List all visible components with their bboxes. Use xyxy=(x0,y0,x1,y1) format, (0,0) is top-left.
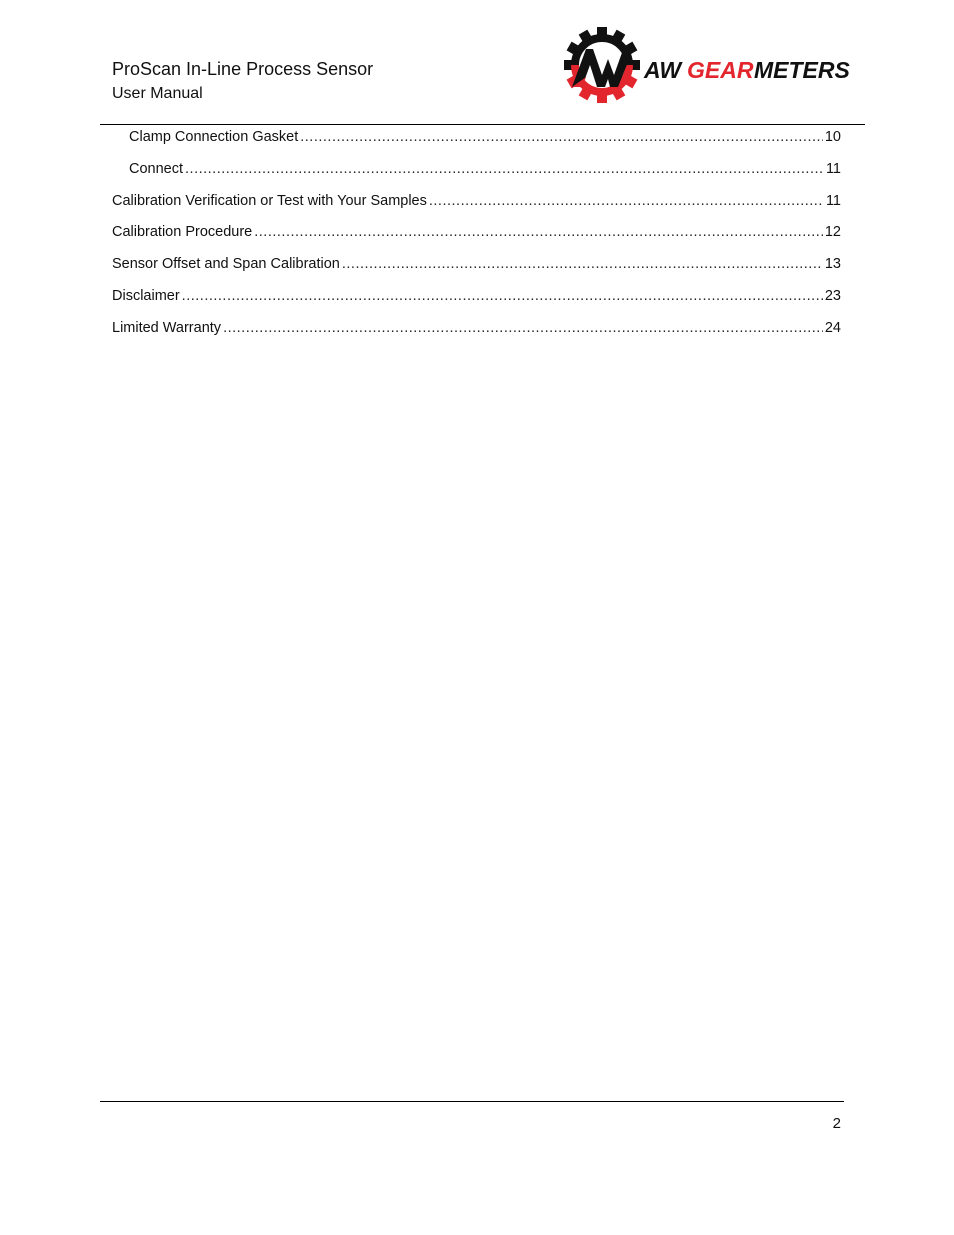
logo-text-gear: GEAR xyxy=(687,57,754,83)
aw-gear-logo-icon xyxy=(560,25,850,105)
toc-dot-leader xyxy=(182,286,823,306)
toc-entry-title: Disclaimer xyxy=(112,287,180,304)
footer-divider xyxy=(100,1101,844,1102)
toc-entry-page: 10 xyxy=(824,129,841,145)
toc-dot-leader xyxy=(429,191,824,211)
toc-dot-leader xyxy=(254,222,823,242)
document-subtitle: User Manual xyxy=(112,85,203,102)
table-of-contents xyxy=(112,126,841,349)
document-title: ProScan In-Line Process Sensor xyxy=(112,59,374,79)
toc-entry-title: Sensor Offset and Span Calibration xyxy=(112,256,340,273)
toc-entry-page: 23 xyxy=(824,287,841,304)
toc-entry-page: 13 xyxy=(824,256,841,273)
toc-dot-leader xyxy=(185,159,824,179)
header-divider xyxy=(100,124,865,125)
toc-dot-leader xyxy=(223,318,823,338)
toc-dot-leader xyxy=(342,254,823,274)
logo-text-aw: AW xyxy=(644,57,682,83)
toc-entry-title: Connect xyxy=(129,160,184,177)
toc-dot-leader xyxy=(300,127,823,147)
toc-entry-limited-warranty[interactable] xyxy=(112,317,841,349)
toc-entry-calibration-verification[interactable] xyxy=(112,190,841,222)
toc-entry-sensor-offset-span[interactable] xyxy=(112,253,841,285)
toc-entry-clamp-connection-gasket[interactable] xyxy=(112,126,841,158)
toc-entry-connect[interactable] xyxy=(112,158,841,190)
toc-entry-disclaimer[interactable] xyxy=(112,285,841,317)
toc-entry-calibration-procedure[interactable] xyxy=(112,221,841,253)
toc-entry-title: Calibration Procedure xyxy=(112,224,253,241)
toc-entry-page: 11 xyxy=(825,160,841,177)
toc-entry-title: Calibration Verification or Test with Your Samples xyxy=(112,192,427,209)
toc-entry-title: Limited Warranty xyxy=(112,319,222,336)
toc-entry-page: 24 xyxy=(824,319,841,336)
logo-text-meters: METERS xyxy=(754,57,850,83)
toc-entry-title: Clamp Connection Gasket xyxy=(129,129,299,145)
toc-entry-page: 12 xyxy=(824,224,841,241)
aw-gear-meters-logo xyxy=(560,25,850,105)
toc-entry-page: 11 xyxy=(825,192,841,209)
page-number: 2 xyxy=(832,1115,841,1132)
